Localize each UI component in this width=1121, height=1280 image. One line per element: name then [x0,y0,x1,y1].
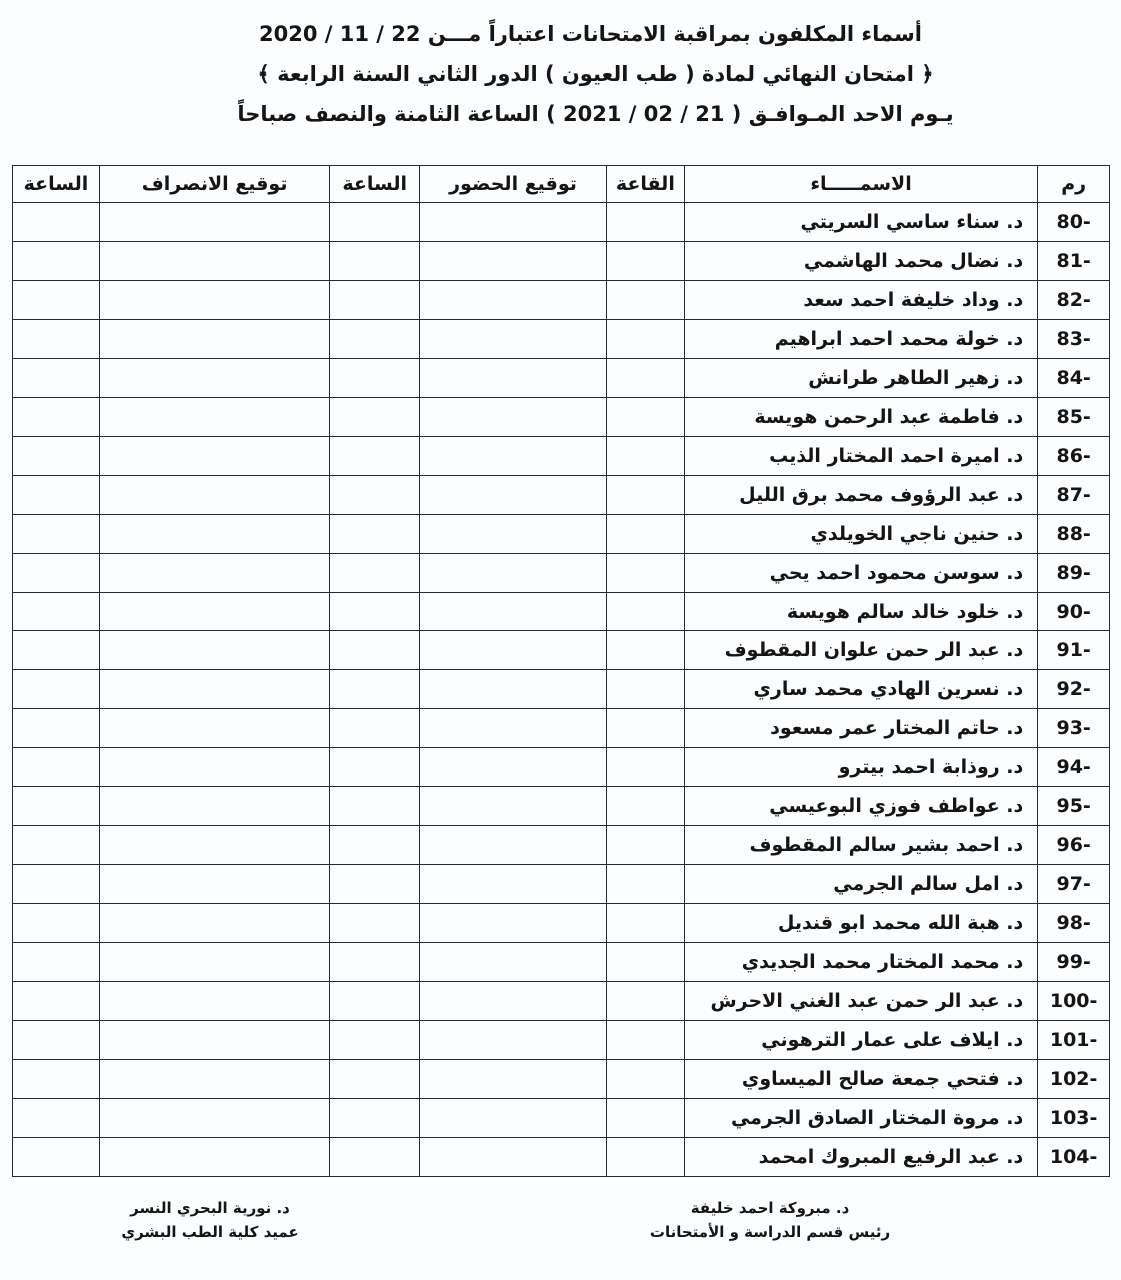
row-attendance-signature-cell [420,670,607,709]
row-time-out-cell [13,865,100,904]
row-departure-signature-cell [99,397,329,436]
row-attendance-signature-cell [420,865,607,904]
row-attendance-signature-cell [420,514,607,553]
row-number: 88- [1038,514,1110,553]
row-departure-signature-cell [99,1137,329,1176]
row-number: 99- [1038,943,1110,982]
row-time-in-cell [330,241,420,280]
row-time-out-cell [13,319,100,358]
row-departure-signature-cell [99,826,329,865]
col-header-names: الاسمـــــاء [684,166,1038,203]
table-row [13,1021,1110,1060]
row-hall-cell [606,280,684,319]
table-row [13,358,1110,397]
row-attendance-signature-cell [420,436,607,475]
table-row [13,904,1110,943]
row-number: 104- [1038,1137,1110,1176]
row-time-in-cell [330,1098,420,1137]
table-row [13,319,1110,358]
row-hall-cell [606,943,684,982]
row-name: د. محمد المختار محمد الجديدي [684,943,1038,982]
row-time-out-cell [13,592,100,631]
document-header [0,14,1121,134]
row-name: د. زهير الطاهر طرانش [684,358,1038,397]
row-hall-cell [606,553,684,592]
row-time-in-cell [330,1021,420,1060]
row-time-out-cell [13,1137,100,1176]
row-attendance-signature-cell [420,904,607,943]
row-hall-cell [606,397,684,436]
row-hall-cell [606,436,684,475]
row-departure-signature-cell [99,709,329,748]
table-row [13,553,1110,592]
row-name: د. اميرة احمد المختار الذيب [684,436,1038,475]
header-date-line: يـوم الاحد المـوافـق ( 21 / 02 / 2021 ) الساعة الثامنة والنصف صباحاً [237,102,954,126]
row-time-in-cell [330,280,420,319]
table-header-row [13,166,1110,203]
row-attendance-signature-cell [420,826,607,865]
row-number: 93- [1038,709,1110,748]
row-number: 95- [1038,787,1110,826]
row-departure-signature-cell [99,1059,329,1098]
row-time-out-cell [13,1021,100,1060]
row-departure-signature-cell [99,1021,329,1060]
row-attendance-signature-cell [420,631,607,670]
row-name: د. احمد بشير سالم المقطوف [684,826,1038,865]
row-departure-signature-cell [99,280,329,319]
row-time-in-cell [330,631,420,670]
row-time-out-cell [13,397,100,436]
row-name: د. حنين ناجي الخويلدي [684,514,1038,553]
row-attendance-signature-cell [420,358,607,397]
row-hall-cell [606,787,684,826]
row-time-in-cell [330,865,420,904]
row-number: 91- [1038,631,1110,670]
header-exam-line: ﴿ امتحان النهائي لمادة ( طب العيون ) الدور الثاني السنة الرابعة ﴾ [257,62,934,86]
col-header-hall: القاعة [606,166,684,203]
row-time-in-cell [330,787,420,826]
row-name: د. حاتم المختار عمر مسعود [684,709,1038,748]
row-name: د. عواطف فوزي البوعيسي [684,787,1038,826]
row-name: د. خولة محمد احمد ابراهيم [684,319,1038,358]
row-attendance-signature-cell [420,982,607,1021]
row-time-out-cell [13,280,100,319]
row-number: 86- [1038,436,1110,475]
row-time-in-cell [330,982,420,1021]
table-row [13,1059,1110,1098]
row-number: 102- [1038,1059,1110,1098]
row-time-out-cell [13,241,100,280]
row-number: 92- [1038,670,1110,709]
row-number: 100- [1038,982,1110,1021]
row-hall-cell [606,670,684,709]
row-name: د. عبد الر حمن علوان المقطوف [684,631,1038,670]
row-number: 85- [1038,397,1110,436]
row-attendance-signature-cell [420,1059,607,1098]
row-hall-cell [606,631,684,670]
row-attendance-signature-cell [420,203,607,242]
row-attendance-signature-cell [420,943,607,982]
signatory-name: د. نورية البحري النسر [130,1199,290,1217]
row-attendance-signature-cell [420,787,607,826]
row-number: 89- [1038,553,1110,592]
row-time-in-cell [330,553,420,592]
row-time-in-cell [330,1059,420,1098]
row-time-out-cell [13,904,100,943]
table-row [13,203,1110,242]
row-departure-signature-cell [99,203,329,242]
row-hall-cell [606,475,684,514]
row-departure-signature-cell [99,358,329,397]
row-hall-cell [606,319,684,358]
row-hall-cell [606,241,684,280]
col-header-attendance-signature: توقيع الحضور [420,166,607,203]
row-name: د. وداد خليفة احمد سعد [684,280,1038,319]
table-row [13,631,1110,670]
row-time-out-cell [13,709,100,748]
row-name: د. خلود خالد سالم هويسة [684,592,1038,631]
row-time-in-cell [330,826,420,865]
row-attendance-signature-cell [420,1137,607,1176]
signature-block-dean [110,1196,310,1244]
row-hall-cell [606,514,684,553]
table-row [13,241,1110,280]
row-name: د. عبد الر حمن عبد الغني الاحرش [684,982,1038,1021]
row-time-out-cell [13,1098,100,1137]
row-time-in-cell [330,943,420,982]
table-row [13,475,1110,514]
row-time-out-cell [13,553,100,592]
row-hall-cell [606,865,684,904]
row-departure-signature-cell [99,904,329,943]
signatory-title: عميد كلية الطب البشري [121,1223,299,1241]
table-row [13,1098,1110,1137]
row-name: د. روذابة احمد بيترو [684,748,1038,787]
row-name: د. ايلاف على عمار الترهوني [684,1021,1038,1060]
row-name: د. نسرين الهادي محمد ساري [684,670,1038,709]
row-attendance-signature-cell [420,1098,607,1137]
col-header-time-in: الساعة [330,166,420,203]
row-hall-cell [606,1098,684,1137]
table-row [13,748,1110,787]
proctor-table [12,165,1110,1177]
row-hall-cell [606,982,684,1021]
row-name: د. مروة المختار الصادق الجرمي [684,1098,1038,1137]
row-time-in-cell [330,514,420,553]
row-departure-signature-cell [99,748,329,787]
row-time-out-cell [13,203,100,242]
row-number: 94- [1038,748,1110,787]
row-hall-cell [606,358,684,397]
row-time-out-cell [13,748,100,787]
row-hall-cell [606,904,684,943]
row-attendance-signature-cell [420,475,607,514]
row-time-out-cell [13,826,100,865]
col-header-time-out: الساعة [13,166,100,203]
row-hall-cell [606,1059,684,1098]
table-row [13,280,1110,319]
signature-block-exams-head [630,1196,910,1244]
row-number: 84- [1038,358,1110,397]
row-name: د. فاطمة عبد الرحمن هويسة [684,397,1038,436]
row-attendance-signature-cell [420,709,607,748]
row-time-in-cell [330,670,420,709]
row-hall-cell [606,592,684,631]
signatory-title: رئيس قسم الدراسة و الأمتحانات [649,1223,891,1241]
row-number: 96- [1038,826,1110,865]
row-time-out-cell [13,670,100,709]
row-time-out-cell [13,787,100,826]
row-time-in-cell [330,1137,420,1176]
row-departure-signature-cell [99,943,329,982]
row-departure-signature-cell [99,514,329,553]
row-attendance-signature-cell [420,1021,607,1060]
row-time-out-cell [13,358,100,397]
row-time-in-cell [330,592,420,631]
row-name: د. فتحي جمعة صالح الميساوي [684,1059,1038,1098]
table-row [13,709,1110,748]
row-time-out-cell [13,1059,100,1098]
table-row [13,787,1110,826]
row-departure-signature-cell [99,319,329,358]
row-name: د. عبد الرفيع المبروك امحمد [684,1137,1038,1176]
row-time-out-cell [13,943,100,982]
row-departure-signature-cell [99,865,329,904]
row-departure-signature-cell [99,475,329,514]
table-row [13,670,1110,709]
row-time-in-cell [330,709,420,748]
row-hall-cell [606,1137,684,1176]
row-departure-signature-cell [99,670,329,709]
row-attendance-signature-cell [420,592,607,631]
table-row [13,982,1110,1021]
row-hall-cell [606,203,684,242]
row-name: د. هبة الله محمد ابو قنديل [684,904,1038,943]
row-departure-signature-cell [99,631,329,670]
table-row [13,436,1110,475]
table-row [13,943,1110,982]
row-number: 90- [1038,592,1110,631]
row-time-out-cell [13,475,100,514]
row-name: د. عبد الرؤوف محمد برق الليل [684,475,1038,514]
row-attendance-signature-cell [420,319,607,358]
row-departure-signature-cell [99,553,329,592]
row-time-in-cell [330,904,420,943]
row-time-in-cell [330,475,420,514]
row-departure-signature-cell [99,436,329,475]
row-time-out-cell [13,514,100,553]
row-departure-signature-cell [99,1098,329,1137]
row-hall-cell [606,709,684,748]
row-number: 87- [1038,475,1110,514]
row-time-out-cell [13,631,100,670]
col-header-departure-signature: توقيع الانصراف [99,166,329,203]
table-row [13,865,1110,904]
row-departure-signature-cell [99,982,329,1021]
row-time-in-cell [330,358,420,397]
row-attendance-signature-cell [420,553,607,592]
row-departure-signature-cell [99,241,329,280]
header-title: أسماء المكلفون بمراقبة الامتحانات اعتباراً مـــن 22 / 11 / 2020 [259,22,922,46]
table-body [13,203,1110,1177]
row-name: د. نضال محمد الهاشمي [684,241,1038,280]
row-name: د. سوسن محمود احمد يحي [684,553,1038,592]
table-row [13,592,1110,631]
col-header-number: رم [1038,166,1110,203]
row-time-out-cell [13,982,100,1021]
row-hall-cell [606,826,684,865]
row-number: 80- [1038,203,1110,242]
row-time-in-cell [330,319,420,358]
row-number: 98- [1038,904,1110,943]
table-row [13,1137,1110,1176]
row-number: 83- [1038,319,1110,358]
row-time-in-cell [330,203,420,242]
row-time-out-cell [13,436,100,475]
row-hall-cell [606,1021,684,1060]
row-number: 97- [1038,865,1110,904]
row-number: 81- [1038,241,1110,280]
row-attendance-signature-cell [420,241,607,280]
row-name: د. سناء ساسي السريتي [684,203,1038,242]
row-time-in-cell [330,748,420,787]
row-attendance-signature-cell [420,280,607,319]
signatory-name: د. مبروكة احمد خليفة [690,1199,850,1217]
row-number: 82- [1038,280,1110,319]
row-attendance-signature-cell [420,397,607,436]
table-row [13,397,1110,436]
table-row [13,826,1110,865]
row-attendance-signature-cell [420,748,607,787]
row-time-in-cell [330,436,420,475]
row-departure-signature-cell [99,787,329,826]
row-departure-signature-cell [99,592,329,631]
row-hall-cell [606,748,684,787]
table-row [13,514,1110,553]
row-number: 103- [1038,1098,1110,1137]
row-name: د. امل سالم الجرمي [684,865,1038,904]
row-number: 101- [1038,1021,1110,1060]
row-time-in-cell [330,397,420,436]
